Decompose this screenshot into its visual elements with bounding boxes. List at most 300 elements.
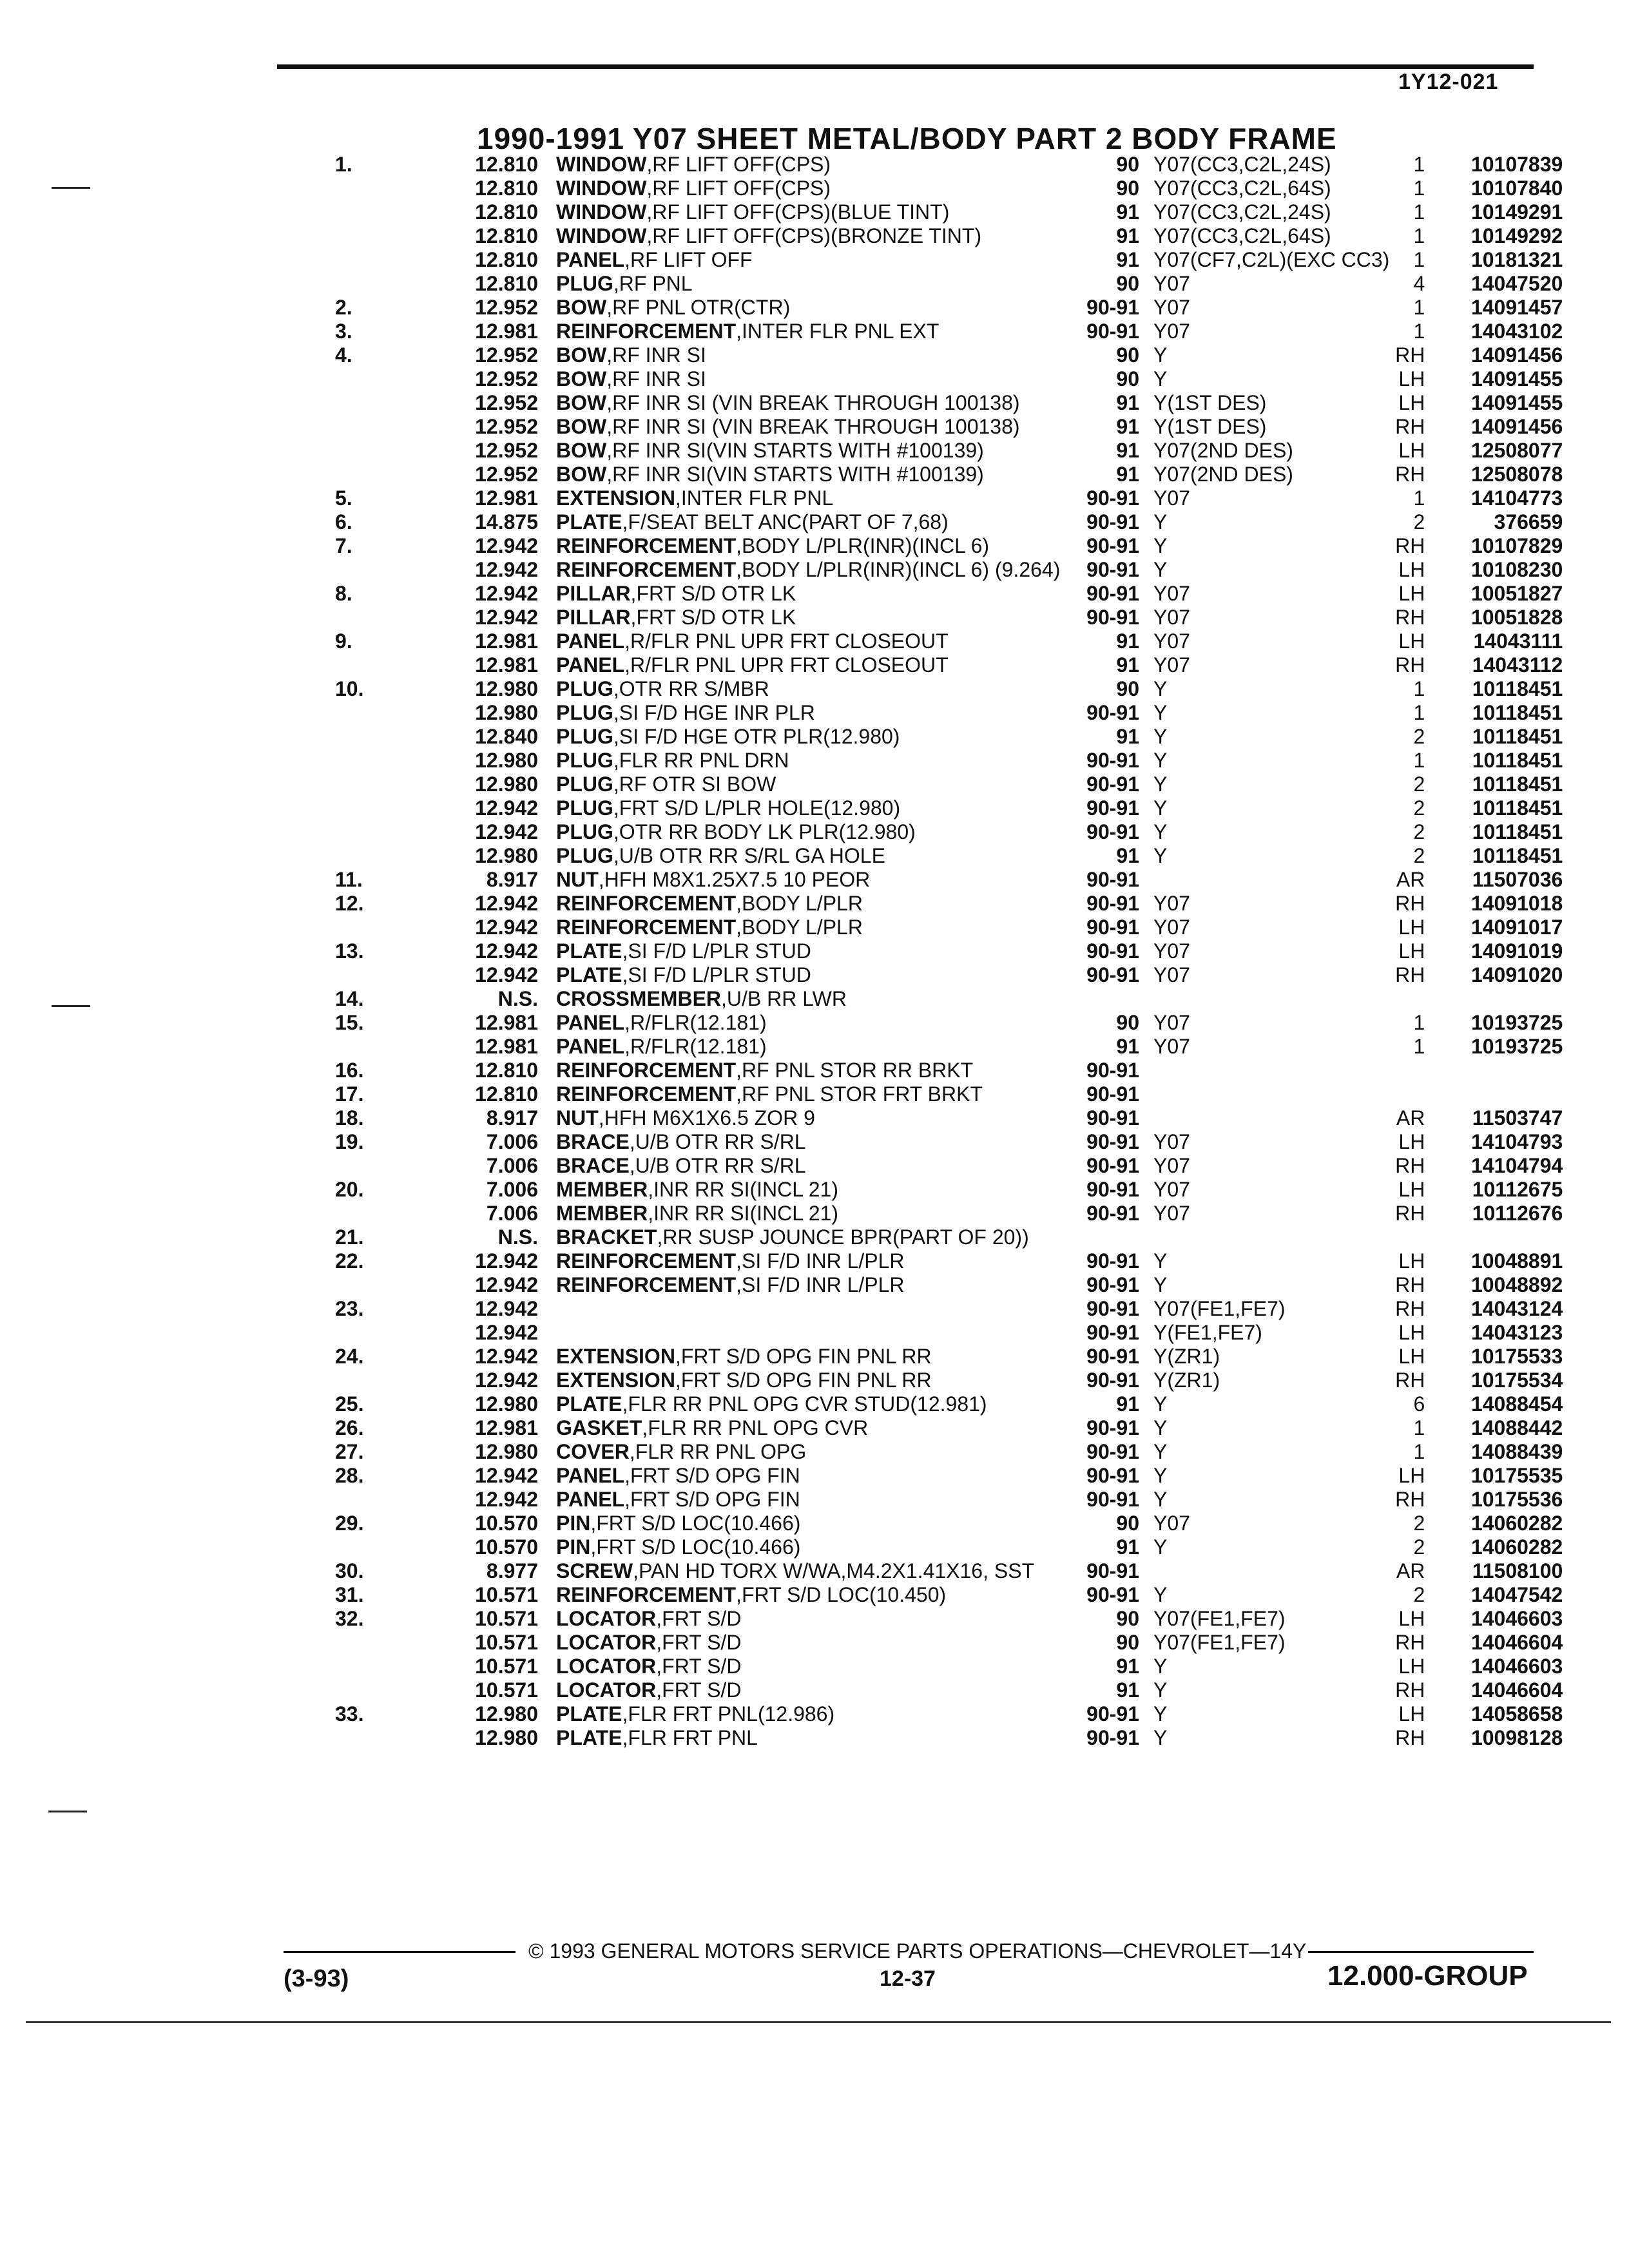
description [556, 1631, 1078, 1655]
group-number: 10.570 [475, 1535, 538, 1559]
part-name: LOCATOR [556, 1631, 657, 1654]
group-number: 12.981 [475, 320, 538, 343]
model-year: 90-91 [1086, 820, 1139, 843]
part-number: 10149291 [1470, 200, 1563, 224]
ref-number [277, 701, 419, 725]
ref-number: 2. [335, 296, 352, 319]
quantity: 1 [1413, 320, 1425, 343]
part-number: 10118451 [1472, 749, 1563, 772]
part-number: 10118451 [1472, 701, 1563, 724]
part-name: BOW [556, 415, 607, 438]
group-number: 12.952 [475, 391, 538, 414]
quantity: LH [1398, 391, 1425, 414]
model-code: Y07 [1153, 1202, 1190, 1225]
part-detail: ,RF PNL STOR RR BRKT [736, 1059, 974, 1082]
model-year: 90 [1116, 367, 1139, 390]
ref-number [277, 248, 419, 272]
table-row [277, 1488, 1563, 1512]
model-code: Y [1153, 1273, 1168, 1296]
table-row [277, 1059, 1563, 1082]
part-number: 10118451 [1472, 725, 1563, 748]
model-year [1078, 987, 1153, 1011]
quantity: LH [1398, 558, 1425, 581]
model-year: 90 [1116, 177, 1139, 200]
table-row [277, 939, 1563, 963]
group-number: 12.942 [475, 534, 538, 557]
quantity: 1 [1413, 1416, 1425, 1439]
table-row [277, 1464, 1563, 1488]
group-number: 12.980 [475, 773, 538, 796]
table-row [277, 820, 1563, 844]
part-detail: ,FRT S/D LOC(10.450) [736, 1583, 947, 1606]
model-year: 90-91 [1086, 1583, 1139, 1606]
part-name: WINDOW [556, 224, 647, 247]
model-year: 90 [1116, 343, 1139, 367]
table-row [277, 653, 1563, 677]
group-number: 12.810 [475, 224, 538, 247]
ref-number: 15. [335, 1011, 364, 1034]
model-year: 90 [1116, 1607, 1139, 1630]
description [556, 1130, 1078, 1154]
part-number: 10048892 [1470, 1273, 1563, 1296]
description [556, 1011, 1078, 1035]
part-detail: ,FLR RR PNL OPG [629, 1440, 807, 1463]
part-number: 10118451 [1472, 773, 1563, 796]
part-name: EXTENSION [556, 1345, 675, 1368]
quantity: 1 [1413, 486, 1425, 510]
part-number: 10118451 [1472, 796, 1563, 820]
table-row [277, 1106, 1563, 1130]
model-year: 91 [1116, 844, 1139, 867]
part-name: COVER [556, 1440, 630, 1463]
group-number: 12.952 [475, 343, 538, 367]
ref-number: 30. [335, 1559, 364, 1582]
description [556, 725, 1078, 749]
model-code: Y [1153, 1655, 1168, 1678]
table-row [277, 510, 1563, 534]
model-code: Y07(CC3,C2L,64S) [1153, 224, 1331, 247]
table-row [277, 1345, 1563, 1369]
part-detail: ,RF PNL STOR FRT BRKT [736, 1082, 983, 1106]
ref-number [277, 725, 419, 749]
group-number: 12.942 [475, 916, 538, 939]
model-year: 90-91 [1086, 1488, 1139, 1511]
quantity: RH [1395, 963, 1425, 986]
group-number: 10.571 [475, 1655, 538, 1678]
part-detail: ,FRT S/D LOC(10.466) [590, 1535, 801, 1559]
part-detail: ,RF INR SI (VIN BREAK THROUGH 100138) [606, 415, 1020, 438]
quantity: 2 [1413, 1512, 1425, 1535]
part-detail: ,U/B RR LWR [721, 987, 847, 1010]
part-number: 10108230 [1470, 558, 1563, 581]
model-code: Y07 [1153, 606, 1190, 629]
description [556, 629, 1078, 653]
part-detail: ,BODY L/PLR [736, 892, 863, 915]
table-row [277, 1655, 1563, 1678]
model-year: 91 [1116, 200, 1139, 224]
table-row [277, 1178, 1563, 1202]
part-name: PLATE [556, 1392, 622, 1416]
part-name: PLUG [556, 844, 613, 867]
model-code [1153, 1559, 1389, 1583]
quantity: LH [1398, 1464, 1425, 1487]
part-detail: ,SI F/D L/PLR STUD [622, 963, 811, 986]
part-name: WINDOW [556, 177, 647, 200]
quantity: LH [1398, 367, 1425, 390]
model-year: 91 [1116, 1535, 1139, 1559]
part-number: 10175535 [1470, 1464, 1563, 1487]
table-row [277, 367, 1563, 391]
model-year: 90-91 [1086, 1202, 1139, 1225]
part-detail: ,FRT S/D [656, 1607, 742, 1630]
part-number: 14091455 [1470, 367, 1563, 390]
part-number: 10051827 [1470, 582, 1563, 605]
model-year: 90-91 [1086, 582, 1139, 605]
model-code: Y [1153, 796, 1168, 820]
model-year: 91 [1116, 1655, 1139, 1678]
quantity: 2 [1413, 820, 1425, 843]
model-code: Y [1153, 844, 1168, 867]
group-number: 12.980 [475, 1702, 538, 1725]
description [556, 606, 1078, 629]
model-code: Y07 [1153, 916, 1190, 939]
description [556, 1607, 1078, 1631]
model-code: Y07 [1153, 1011, 1190, 1034]
table-row [277, 1678, 1563, 1702]
page-id: 1Y12-021 [1398, 70, 1499, 94]
table-row [277, 987, 1563, 1011]
part-name: WINDOW [556, 200, 647, 224]
model-year: 90 [1116, 1631, 1139, 1654]
table-row [277, 248, 1563, 272]
table-row [277, 558, 1563, 582]
quantity: RH [1395, 463, 1425, 486]
description [556, 916, 1078, 939]
description [556, 1512, 1078, 1535]
part-number: 14091020 [1470, 963, 1563, 986]
group-number: 12.942 [475, 1464, 538, 1487]
part-detail: ,F/SEAT BELT ANC(PART OF 7,68) [622, 510, 949, 533]
group-number: 12.840 [475, 725, 538, 748]
model-code: Y07 [1153, 582, 1190, 605]
group-number: 12.952 [475, 439, 538, 462]
part-name: BRACE [556, 1154, 630, 1177]
description [556, 415, 1078, 439]
table-row [277, 701, 1563, 725]
quantity: RH [1395, 1273, 1425, 1296]
part-detail: ,SI F/D HGE OTR PLR(12.980) [613, 725, 900, 748]
table-row [277, 1297, 1563, 1321]
table-row [277, 606, 1563, 629]
description [556, 463, 1078, 486]
description [556, 1655, 1078, 1678]
model-code: Y07 [1153, 1130, 1190, 1153]
quantity: RH [1395, 1154, 1425, 1177]
group-number: 10.571 [475, 1583, 538, 1606]
part-detail: ,INR RR SI(INCL 21) [648, 1202, 838, 1225]
quantity: LH [1398, 1249, 1425, 1273]
group-number: 10.571 [475, 1631, 538, 1654]
part-number: 14104794 [1470, 1154, 1563, 1177]
model-code: Y(1ST DES) [1153, 391, 1267, 414]
model-year: 90-91 [1086, 1297, 1139, 1320]
group-number: 12.942 [475, 820, 538, 843]
ref-number: 6. [335, 510, 352, 533]
ref-number: 3. [335, 320, 352, 343]
model-code: Y07 [1153, 1512, 1190, 1535]
table-row [277, 153, 1563, 177]
table-row [277, 200, 1563, 224]
part-name: CROSSMEMBER [556, 987, 722, 1010]
group-number: 12.942 [475, 892, 538, 915]
model-year: 90-91 [1086, 1106, 1139, 1129]
part-number: 14043124 [1470, 1297, 1563, 1320]
model-year: 90-91 [1086, 773, 1139, 796]
part-number: 14091456 [1470, 415, 1563, 438]
model-code: Y(FE1,FE7) [1153, 1321, 1262, 1344]
quantity: 1 [1413, 177, 1425, 200]
model-year: 90-91 [1086, 1369, 1139, 1392]
part-name: LOCATOR [556, 1678, 657, 1702]
ref-number [277, 200, 419, 224]
part-detail: ,FRT S/D LOC(10.466) [590, 1512, 801, 1535]
ref-number [277, 916, 419, 939]
model-code: Y [1153, 725, 1168, 748]
model-code: Y [1153, 677, 1168, 700]
part-number: 14043102 [1470, 320, 1563, 343]
model-year: 91 [1116, 224, 1139, 247]
quantity: LH [1398, 582, 1425, 605]
model-code: Y [1153, 1416, 1168, 1439]
part-detail: ,RF INR SI [606, 367, 706, 390]
description [556, 367, 1078, 391]
ref-number [277, 1321, 419, 1345]
ref-number: 21. [335, 1225, 364, 1249]
part-number: 14088439 [1470, 1440, 1563, 1463]
part-name: PLUG [556, 749, 613, 772]
table-row [277, 1225, 1563, 1249]
part-detail: ,SI F/D INR L/PLR [736, 1273, 905, 1296]
ref-number: 25. [335, 1392, 364, 1416]
model-year: 90-91 [1086, 963, 1139, 986]
model-year: 90-91 [1086, 939, 1139, 963]
model-code: Y07(CF7,C2L)(EXC CC3) [1153, 248, 1390, 271]
table-row [277, 1154, 1563, 1178]
model-year: 90-91 [1086, 1130, 1139, 1153]
quantity: RH [1395, 415, 1425, 438]
part-name: PIN [556, 1535, 591, 1559]
part-number [1434, 987, 1563, 1011]
model-year: 91 [1116, 629, 1139, 653]
model-year: 90-91 [1086, 1416, 1139, 1439]
ref-number [277, 224, 419, 248]
part-detail: ,U/B OTR RR S/RL [629, 1154, 806, 1177]
part-number: 14043123 [1470, 1321, 1563, 1344]
part-number: 10112675 [1472, 1178, 1563, 1201]
part-number: 10051828 [1470, 606, 1563, 629]
table-row [277, 629, 1563, 653]
quantity: LH [1398, 439, 1425, 462]
group-number: 12.981 [475, 653, 538, 677]
model-code: Y [1153, 1440, 1168, 1463]
group-number: 14.875 [475, 510, 538, 533]
description [556, 1726, 1078, 1750]
ref-number: 24. [335, 1345, 364, 1368]
part-detail: ,BODY L/PLR(INR)(INCL 6) [736, 534, 990, 557]
model-year: 91 [1116, 653, 1139, 677]
ref-number: 29. [335, 1512, 364, 1535]
model-code: Y07 [1153, 272, 1190, 295]
description [556, 486, 1078, 510]
part-detail: ,FLR FRT PNL [622, 1726, 758, 1749]
table-row [277, 1273, 1563, 1297]
part-detail: ,FRT S/D [656, 1655, 742, 1678]
ref-number [277, 773, 419, 796]
part-detail: ,SI F/D L/PLR STUD [622, 939, 811, 963]
quantity: RH [1395, 534, 1425, 557]
ref-number: 17. [335, 1082, 364, 1106]
part-detail: ,PAN HD TORX W/WA,M4.2X1.41X16, SST [633, 1559, 1035, 1582]
part-number: 14104773 [1470, 486, 1563, 510]
model-year: 91 [1116, 439, 1139, 462]
part-name: BOW [556, 463, 607, 486]
part-detail: ,RF LIFT OFF(CPS) [646, 177, 831, 200]
ref-number [277, 1369, 419, 1392]
ref-number [277, 415, 419, 439]
parts-table-body [277, 153, 1563, 1750]
quantity: 1 [1413, 224, 1425, 247]
model-year: 90-91 [1086, 1559, 1139, 1582]
table-row [277, 439, 1563, 463]
model-year: 90-91 [1086, 606, 1139, 629]
part-number: 11503747 [1472, 1106, 1563, 1129]
part-number: 10107839 [1470, 153, 1563, 176]
table-row [277, 1440, 1563, 1464]
quantity: 2 [1413, 1583, 1425, 1606]
group-number: 12.981 [475, 1416, 538, 1439]
model-year: 90-91 [1086, 1440, 1139, 1463]
part-detail: ,OTR RR S/MBR [613, 677, 769, 700]
group-number: 10.571 [475, 1607, 538, 1630]
group-number: 12.980 [475, 1726, 538, 1749]
footer-rule-right [1308, 1951, 1534, 1953]
part-name: PILLAR [556, 582, 631, 605]
description [556, 796, 1078, 820]
part-detail: ,R/FLR(12.181) [624, 1011, 767, 1034]
table-row [277, 916, 1563, 939]
model-year: 90-91 [1086, 558, 1139, 581]
ref-number [277, 1202, 419, 1225]
part-number: 10118451 [1472, 820, 1563, 843]
ref-number: 33. [335, 1702, 364, 1725]
part-number: 14088454 [1470, 1392, 1563, 1416]
table-row [277, 1583, 1563, 1607]
part-name: PIN [556, 1512, 591, 1535]
description [556, 177, 1078, 200]
part-detail: ,INTER FLR PNL EXT [736, 320, 940, 343]
model-year: 91 [1116, 391, 1139, 414]
part-detail: ,INR RR SI(INCL 21) [648, 1178, 838, 1201]
part-detail: ,FRT S/D OPG FIN PNL RR [675, 1345, 932, 1368]
model-code: Y [1153, 1464, 1168, 1487]
part-detail: ,RR SUSP JOUNCE BPR(PART OF 20)) [657, 1225, 1029, 1249]
part-number: 11508100 [1472, 1559, 1563, 1582]
table-row [277, 773, 1563, 796]
part-number: 14058658 [1470, 1702, 1563, 1725]
part-detail: ,FRT S/D OTR LK [630, 606, 796, 629]
table-row [277, 1392, 1563, 1416]
part-number: 14060282 [1470, 1535, 1563, 1559]
bottom-rule [26, 2021, 1611, 2023]
quantity: 1 [1413, 248, 1425, 271]
group-number: 12.942 [475, 1249, 538, 1273]
group-number: 12.942 [475, 963, 538, 986]
ref-number [277, 1726, 419, 1750]
table-row [277, 320, 1563, 343]
table-row [277, 1512, 1563, 1535]
model-year: 90-91 [1086, 916, 1139, 939]
description [556, 1369, 1078, 1392]
group-number: 12.981 [475, 1035, 538, 1058]
copyright-text: © 1993 GENERAL MOTORS SERVICE PARTS OPERATIONS—CHEVROLET—14Y [528, 1939, 1307, 1963]
part-detail: ,INTER FLR PNL [675, 486, 834, 510]
group-number: 12.952 [475, 415, 538, 438]
ref-number [277, 1154, 419, 1178]
description [556, 1392, 1078, 1416]
part-detail: ,OTR RR BODY LK PLR(12.980) [613, 820, 916, 843]
ref-number: 32. [335, 1607, 364, 1630]
part-detail: ,RF OTR SI BOW [613, 773, 776, 796]
part-number: 14091457 [1470, 296, 1563, 319]
part-detail: ,SI F/D HGE INR PLR [613, 701, 815, 724]
model-year: 91 [1116, 1678, 1139, 1702]
description [556, 987, 1078, 1011]
group-number: 12.942 [475, 1297, 538, 1320]
part-name: REINFORCEMENT [556, 892, 737, 915]
part-name: PANEL [556, 1488, 625, 1511]
quantity: 2 [1413, 510, 1425, 533]
ref-number: 19. [335, 1130, 364, 1153]
part-number: 14046604 [1470, 1678, 1563, 1702]
part-name: MEMBER [556, 1178, 648, 1201]
part-number: 10118451 [1472, 677, 1563, 700]
part-name: PANEL [556, 1035, 625, 1058]
model-year: 90 [1116, 272, 1139, 295]
group-number: 12.810 [475, 1082, 538, 1106]
part-number: 14091456 [1470, 343, 1563, 367]
ref-number: 27. [335, 1440, 364, 1463]
part-number: 14091017 [1470, 916, 1563, 939]
ref-number [277, 820, 419, 844]
model-year: 90-91 [1086, 701, 1139, 724]
table-row [277, 224, 1563, 248]
group-number: 12.981 [475, 629, 538, 653]
part-name: PLATE [556, 510, 622, 533]
part-name: GASKET [556, 1416, 642, 1439]
quantity: 2 [1413, 844, 1425, 867]
model-code: Y [1153, 1583, 1168, 1606]
model-year [1078, 1225, 1153, 1249]
part-name: EXTENSION [556, 1369, 675, 1392]
part-number: 10098128 [1470, 1726, 1563, 1749]
part-detail: ,FRT S/D L/PLR HOLE(12.980) [613, 796, 901, 820]
model-year: 90-91 [1086, 296, 1139, 319]
part-detail: ,HFH M6X1X6.5 ZOR 9 [598, 1106, 815, 1129]
part-detail: ,FRT S/D [656, 1678, 742, 1702]
ref-number: 4. [335, 343, 352, 367]
model-year: 90 [1116, 677, 1139, 700]
quantity: 1 [1413, 1440, 1425, 1463]
